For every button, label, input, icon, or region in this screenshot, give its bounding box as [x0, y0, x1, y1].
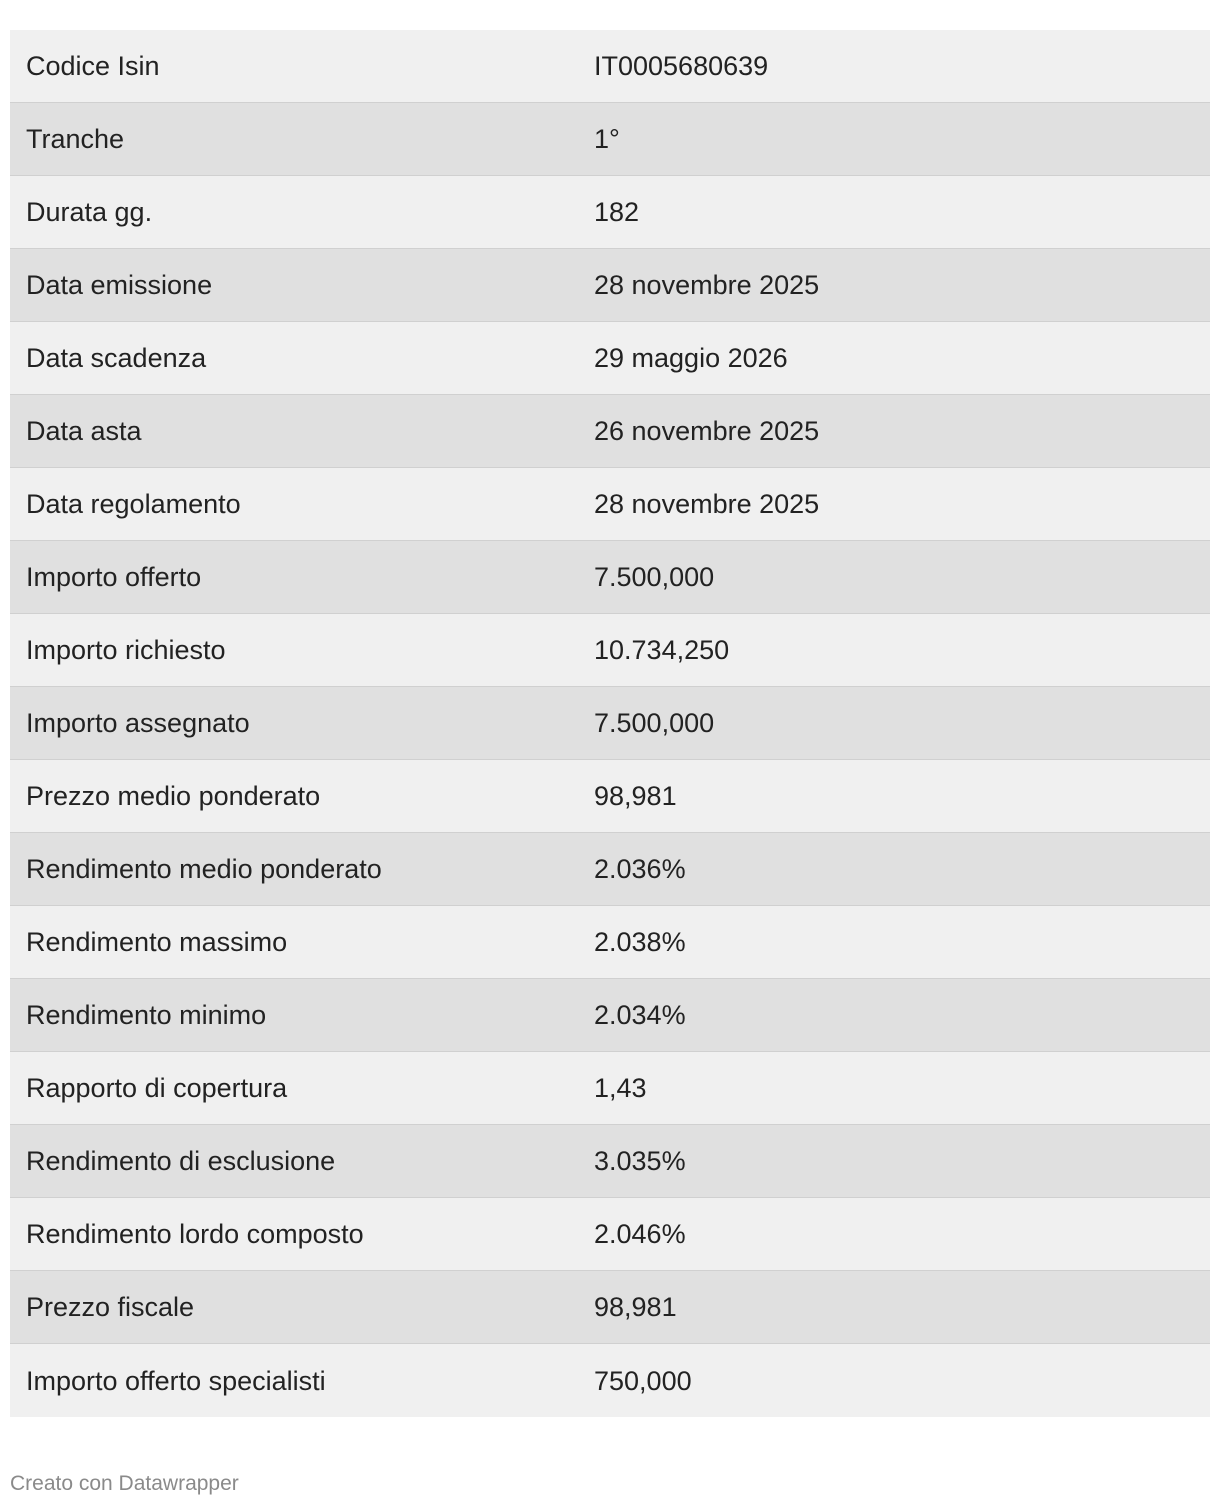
row-label: Importo assegnato [26, 708, 250, 738]
row-label: Codice Isin [26, 51, 160, 81]
table-row [10, 322, 1210, 395]
row-label: Prezzo fiscale [26, 1292, 195, 1322]
row-value: 28 novembre 2025 [594, 270, 820, 300]
row-label: Rendimento massimo [26, 927, 288, 957]
datawrapper-credit[interactable]: Creato con Datawrapper [10, 1472, 239, 1495]
row-value: 2.046% [594, 1219, 686, 1249]
row-label: Data regolamento [26, 489, 241, 519]
row-value: 2.038% [594, 927, 686, 957]
row-value: 1,43 [594, 1073, 647, 1103]
table-row [10, 541, 1210, 614]
row-value: 26 novembre 2025 [594, 416, 820, 446]
row-label: Rendimento minimo [26, 1000, 267, 1030]
row-label: Importo offerto [26, 562, 202, 592]
row-label: Rendimento medio ponderato [26, 854, 382, 884]
data-table [10, 30, 1210, 1417]
row-value: IT0005680639 [594, 51, 769, 81]
row-label: Tranche [26, 124, 125, 154]
row-value: 7.500,000 [594, 562, 715, 592]
row-label: Data emissione [26, 270, 213, 300]
table-row [10, 614, 1210, 687]
row-label: Importo offerto specialisti [26, 1365, 326, 1396]
row-label: Rendimento lordo composto [26, 1219, 364, 1249]
table-row [10, 1125, 1210, 1198]
table-row [10, 979, 1210, 1052]
row-value: 2.036% [594, 854, 686, 884]
row-label: Rapporto di copertura [26, 1073, 288, 1103]
row-value: 98,981 [594, 781, 677, 811]
row-label: Rendimento di esclusione [26, 1146, 336, 1176]
row-value: 750,000 [594, 1365, 692, 1396]
row-label: Durata gg. [26, 197, 153, 227]
table-row [10, 1198, 1210, 1271]
table-row [10, 249, 1210, 322]
row-label: Importo richiesto [26, 635, 226, 665]
table-row [10, 1271, 1210, 1344]
row-value: 7.500,000 [594, 708, 715, 738]
row-value: 10.734,250 [594, 635, 730, 665]
table-row [10, 395, 1210, 468]
row-value: 182 [594, 197, 640, 227]
row-label: Prezzo medio ponderato [26, 781, 321, 811]
table-row [10, 1052, 1210, 1125]
row-value: 1° [594, 124, 620, 154]
table-row [10, 833, 1210, 906]
table-row [10, 176, 1210, 249]
row-label: Data scadenza [26, 343, 207, 373]
table-row [10, 687, 1210, 760]
table-row [10, 103, 1210, 176]
row-value: 2.034% [594, 1000, 686, 1030]
table-row [10, 760, 1210, 833]
row-value: 98,981 [594, 1292, 677, 1322]
table-row [10, 906, 1210, 979]
row-value: 28 novembre 2025 [594, 489, 820, 519]
table-row [10, 468, 1210, 541]
row-label: Data asta [26, 416, 142, 446]
table-row [10, 1344, 1210, 1417]
table-row [10, 30, 1210, 103]
row-value: 29 maggio 2026 [594, 343, 788, 373]
row-value: 3.035% [594, 1146, 686, 1176]
